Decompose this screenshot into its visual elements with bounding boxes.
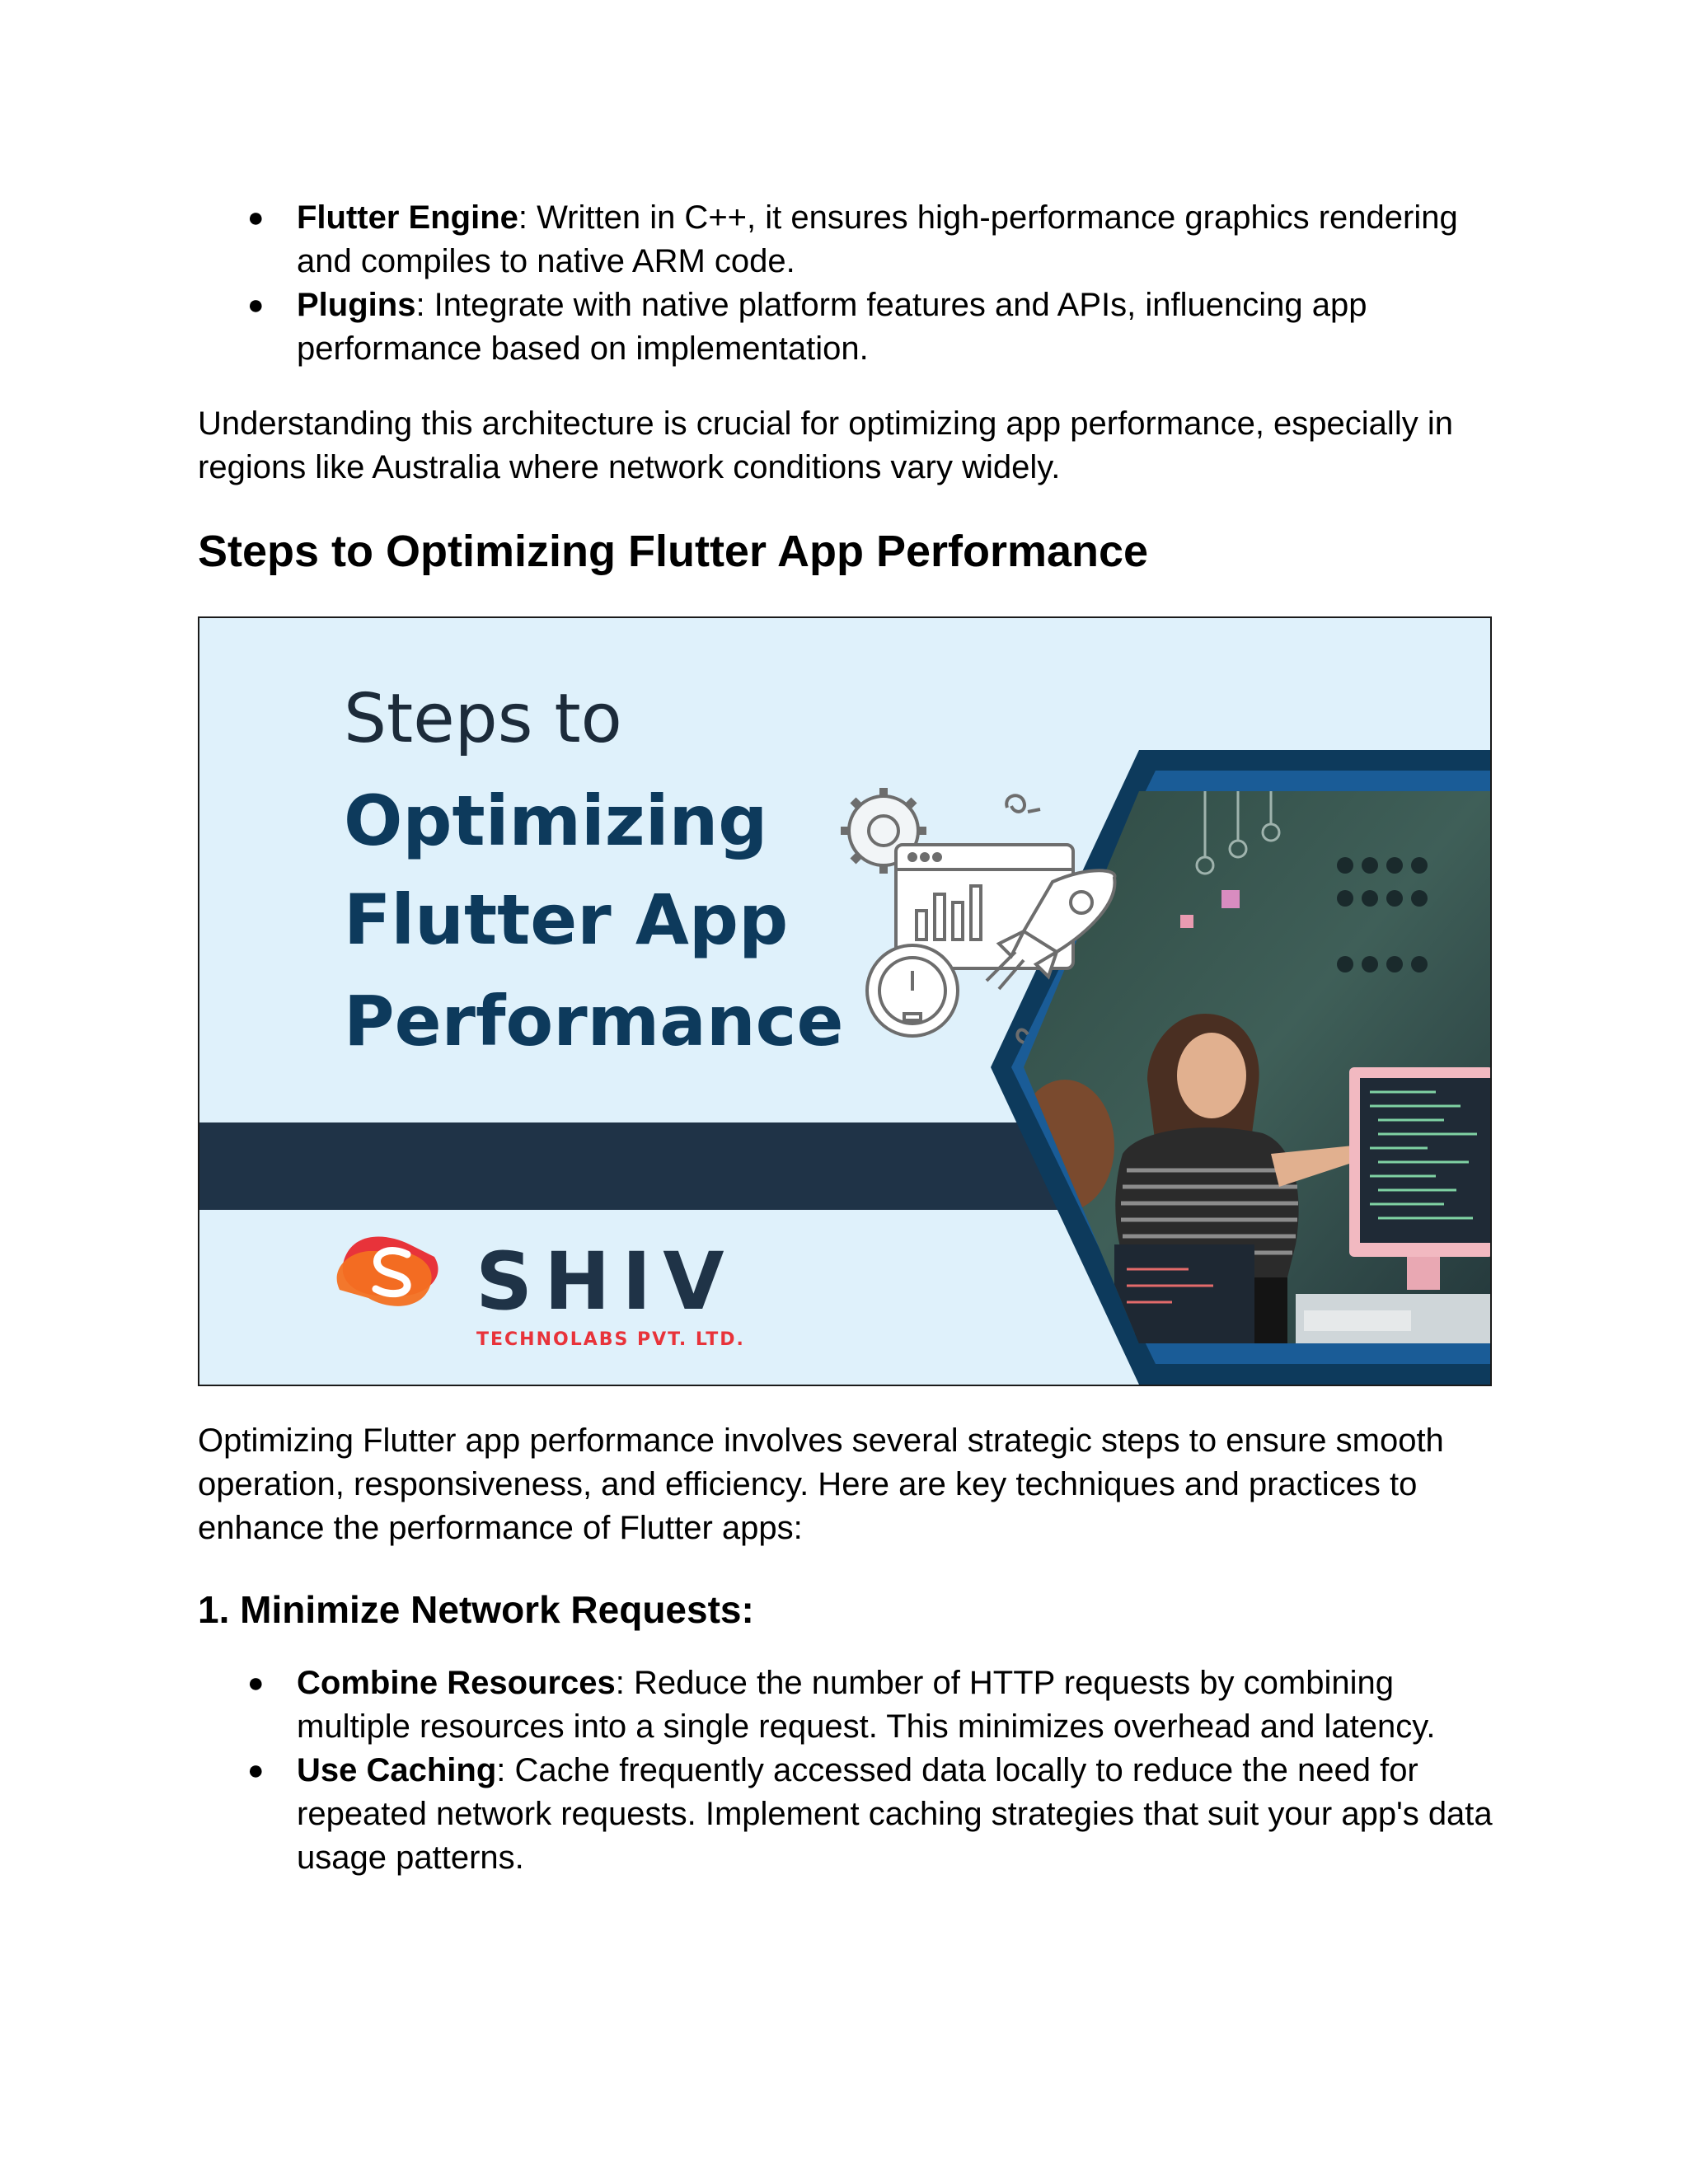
banner-title-line1: Steps to <box>344 680 622 758</box>
bullet-text: : Integrate with native platform features and APIs, influencing app performance based on implementation. <box>297 287 1367 367</box>
list-item <box>198 284 1500 371</box>
banner-image <box>198 616 1492 1386</box>
banner-title-line3: Flutter App <box>344 879 789 960</box>
logo-subtitle: TECHNOLABS PVT. LTD. <box>476 1329 745 1350</box>
list-item <box>198 196 1500 284</box>
intro-paragraph: Optimizing Flutter app performance involves several strategic steps to ensure smooth operation, responsiveness, and efficiency. Here are key techniques and practices to enhance the performance of Flutter apps: <box>198 1422 1444 1546</box>
logo-name: SHIV <box>476 1235 736 1328</box>
shiv-logo-icon <box>337 1236 438 1305</box>
banner-title-line4: Performance <box>344 981 844 1062</box>
list-item <box>198 1749 1500 1880</box>
bullet-icon: ● <box>247 1667 265 1699</box>
bullet-term: Plugins <box>297 287 416 323</box>
bullet-icon: ● <box>247 202 265 233</box>
bullet-term: Flutter Engine <box>297 199 518 236</box>
section-heading: Steps to Optimizing Flutter App Performance <box>198 527 1149 576</box>
banner-graphic <box>199 618 1490 1385</box>
subsection-heading: 1. Minimize Network Requests: <box>198 1588 754 1631</box>
network-bullet-list <box>198 1661 1500 1880</box>
banner-title-line2: Optimizing <box>344 780 768 861</box>
bullet-text: : Reduce the number of HTTP requests by combining multiple resources into a single request. This minimizes overhead and latency. <box>297 1665 1436 1745</box>
bullet-text: : Cache frequently accessed data locally to reduce the need for repeated network requests. Implement caching strategies that suit your app's data usage patterns. <box>297 1752 1493 1876</box>
bullet-icon: ● <box>247 1755 265 1786</box>
list-item <box>198 1661 1500 1749</box>
bullet-text: : Written in C++, it ensures high-performance graphics rendering and compiles to native ARM code. <box>297 199 1458 279</box>
engine-bullet-list <box>198 196 1500 371</box>
bullet-icon: ● <box>247 289 265 321</box>
architecture-paragraph: Understanding this architecture is crucial for optimizing app performance, especially in regions like Australia where network conditions vary widely. <box>198 405 1453 485</box>
bullet-term: Use Caching <box>297 1752 497 1788</box>
bullet-term: Combine Resources <box>297 1665 616 1701</box>
dark-band <box>199 1122 1106 1210</box>
